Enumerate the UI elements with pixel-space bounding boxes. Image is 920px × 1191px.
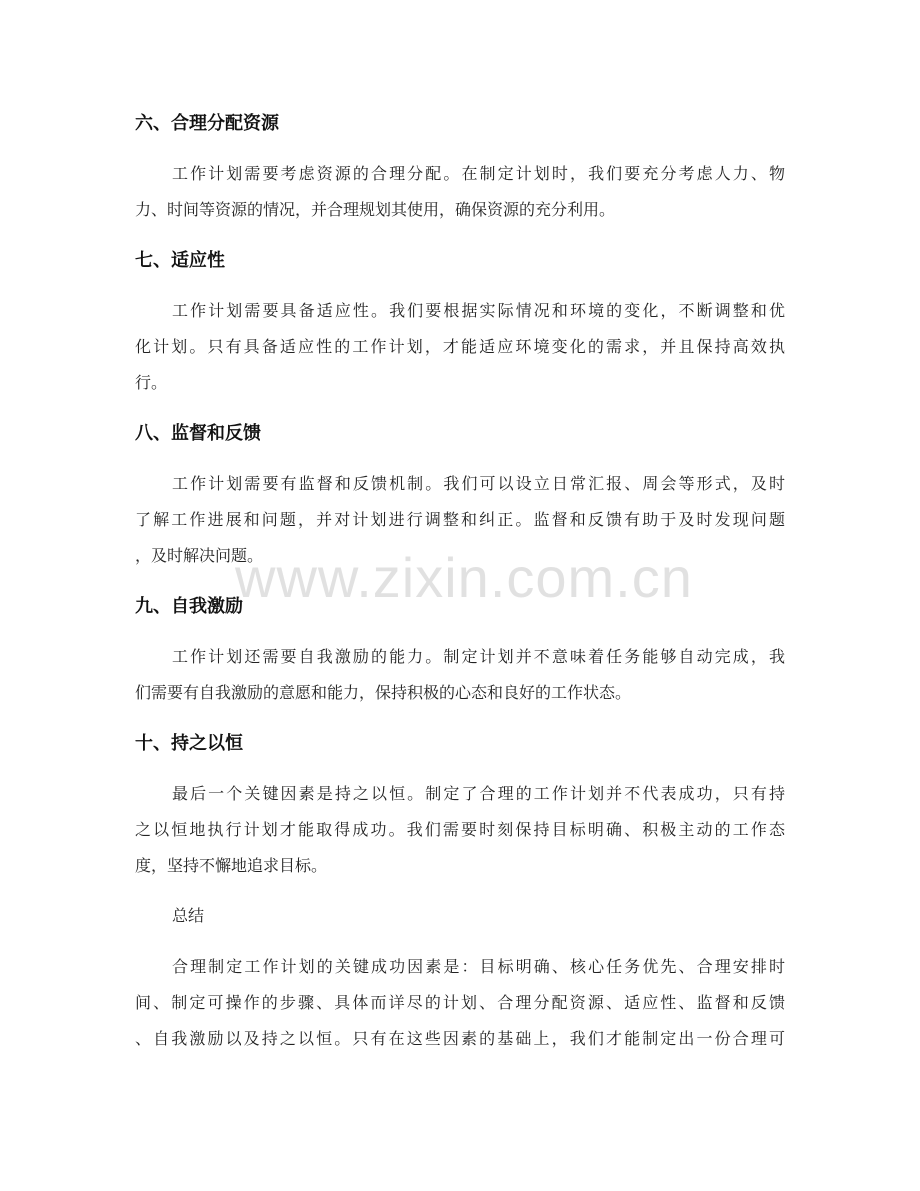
paragraph-line: 间、制定可操作的步骤、具体而详尽的计划、合理分配资源、适应性、监督和反馈 <box>135 993 785 1012</box>
summary-label: 总结 <box>172 906 205 925</box>
paragraph-line: 工作计划需要具备适应性。我们要根据实际情况和环境的变化，不断调整和优 <box>172 301 785 320</box>
paragraph-line: 化计划。只有具备适应性的工作计划，才能适应环境变化的需求，并且保持高效执 <box>135 337 785 356</box>
paragraph-line: 、自我激励以及持之以恒。只有在这些因素的基础上，我们才能制定出一份合理可 <box>135 1029 785 1048</box>
paragraph-line: 工作计划需要考虑资源的合理分配。在制定计划时，我们要充分考虑人力、物 <box>172 164 785 183</box>
paragraph-line: 之以恒地执行计划才能取得成功。我们需要时刻保持目标明确、积极主动的工作态 <box>135 820 785 839</box>
watermark: www.zixin.com.cn <box>235 546 693 609</box>
paragraph-line: 合理制定工作计划的关键成功因素是：目标明确、核心任务优先、合理安排时 <box>172 957 785 976</box>
paragraph-line: 行。 <box>135 373 168 392</box>
paragraph-line: 最后一个关键因素是持之以恒。制定了合理的工作计划并不代表成功，只有持 <box>172 784 785 803</box>
section-heading-8: 八、监督和反馈 <box>135 423 261 444</box>
section-heading-10: 十、持之以恒 <box>135 733 243 754</box>
paragraph-line: ，及时解决问题。 <box>135 546 264 565</box>
paragraph-line: 们需要有自我激励的意愿和能力，保持积极的心态和良好的工作状态。 <box>135 683 632 702</box>
paragraph-line: 了解工作进展和问题，并对计划进行调整和纠正。监督和反馈有助于及时发现问题 <box>135 510 785 529</box>
paragraph-line: 力、时间等资源的情况，并合理规划其使用，确保资源的充分利用。 <box>135 200 616 219</box>
section-heading-7: 七、适应性 <box>135 250 225 271</box>
section-heading-9: 九、自我激励 <box>135 596 243 617</box>
section-heading-6: 六、合理分配资源 <box>135 113 279 134</box>
paragraph-line: 度，坚持不懈地追求目标。 <box>135 856 328 875</box>
paragraph-line: 工作计划还需要自我激励的能力。制定计划并不意味着任务能够自动完成，我 <box>172 647 785 666</box>
paragraph-line: 工作计划需要有监督和反馈机制。我们可以设立日常汇报、周会等形式，及时 <box>172 474 785 493</box>
